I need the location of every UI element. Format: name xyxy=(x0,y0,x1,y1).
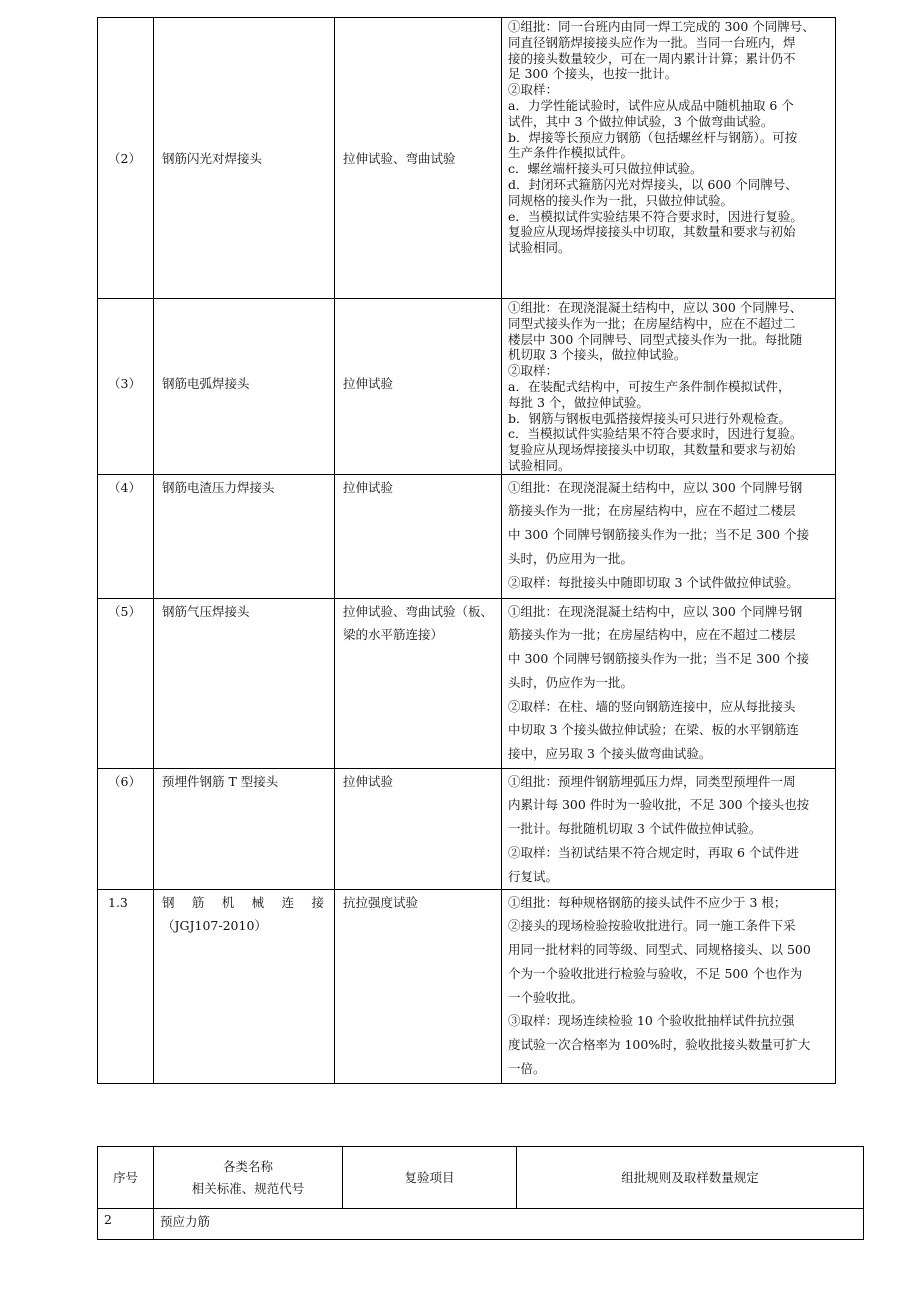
joint-name: 钢 筋 机 械 连 接 xyxy=(162,894,324,910)
row-number: 1.3 xyxy=(108,894,128,910)
test-item: 拉伸试验 xyxy=(343,773,394,789)
test-item: 拉伸试验、弯曲试验（板、 xyxy=(343,603,494,619)
column-header-name: 各类名称 相关标准、规范代号 xyxy=(154,1147,343,1209)
batch-rules: ①组批：每种规格钢筋的接头试件不应少于 3 根； ②接头的现场检验按验收批进行。同一施工条件下采 用同一批材料的同等级、同型式、同规格接头、以 500 个为一个验收批进行检验与验收，不足 500 个也作为 一个验收批。 ③取样：现场连续检验 10 个验收批抽样试件抗拉强 度试验一次合格率为 100%时，验收批接头数量可扩大 一倍。 xyxy=(502,889,836,1083)
row-number: （3） xyxy=(108,376,141,391)
column-header-rule: 组批规则及取样数量规定 xyxy=(517,1147,864,1209)
batch-rules: ①组批：同一台班内由同一焊工完成的 300 个同牌号、 同直径钢筋焊接接头应作为一批。当同一台班内，焊 接的接头数量较少，可在一周内累计计算；累计仍不 足 300 个接头，也按一批计。 ②取样： a．力学性能试验时，试件应从成品中随机抽取 6 个 试件，其中 3 个做拉伸试验，3 个做弯曲试验。 b．焊接等长预应力钢筋（包括螺丝杆与钢筋）。可按 生产条件作模拟试件。 c．螺丝端杆接头可只做拉伸试验。 d．封闭环式箍筋闪光对焊接头，以 600 个同牌号、 同规格的接头作为一批，只做拉伸试验。 e．当模拟试件实验结果不符合要求时，因进行复验。 复验应从现场焊接接头中切取，其数量和要求与初始 试验相同。 xyxy=(502,18,836,299)
materials-retest-table xyxy=(97,17,836,1084)
batch-rules: ①组批：预埋件钢筋埋弧压力焊，同类型预埋件一周 内累计每 300 件时为一验收批，不足 300 个接头也按 一批计。每批随机切取 3 个试件做拉伸试验。 ②取样：当初试结果不符合规定时，再取 6 个试件进 行复试。 xyxy=(502,768,836,889)
table-row xyxy=(98,1209,864,1240)
batch-rules: ①组批：在现浇混凝土结构中，应以 300 个同牌号钢 筋接头作为一批；在房屋结构中，应在不超过二楼层 中 300 个同牌号钢筋接头作为一批；当不足 300 个接 头时，仍应用为一批。 ②取样：每批接头中随即切取 3 个试件做拉伸试验。 xyxy=(502,474,836,598)
test-item: 拉伸试验 xyxy=(343,376,394,391)
table-row xyxy=(98,598,836,768)
test-item: 抗拉强度试验 xyxy=(343,894,419,910)
section-name: 预应力筋 xyxy=(154,1209,864,1240)
row-number: （2） xyxy=(108,151,141,166)
row-number: （5） xyxy=(108,603,141,619)
standard-code: （JGJ107-2010） xyxy=(162,918,267,934)
table-row xyxy=(98,474,836,598)
joint-name: 钢筋电渣压力焊接头 xyxy=(162,479,275,495)
joint-name: 预埋件钢筋 T 型接头 xyxy=(162,773,279,789)
test-item-note: 梁的水平筋连接） xyxy=(343,627,444,643)
joint-name: 钢筋电弧焊接头 xyxy=(162,376,250,391)
row-number: （4） xyxy=(108,479,141,495)
column-header-no: 序号 xyxy=(98,1147,154,1209)
test-item: 拉伸试验、弯曲试验 xyxy=(343,151,456,166)
batch-rules: ①组批：在现浇混凝土结构中，应以 300 个同牌号钢 筋接头作为一批；在房屋结构中，应在不超过二楼层 中 300 个同牌号钢筋接头作为一批；当不足 300 个接 头时，仍应作为一批。 ②取样：在柱、墙的竖向钢筋连接中，应从每批接头 中切取 3 个接头做拉伸试验；在梁、板的水平钢筋连 接中，应另取 3 个接头做弯曲试验。 xyxy=(502,598,836,768)
table-row xyxy=(98,889,836,1083)
table-header-row xyxy=(98,1147,864,1209)
joint-name: 钢筋气压焊接头 xyxy=(162,603,250,619)
batch-rules: ①组批：在现浇混凝土结构中，应以 300 个同牌号、 同型式接头作为一批；在房屋结构中，应在不超过二 楼层中 300 个同牌号、同型式接头作为一批。每批随 机切取 3 个接头，做拉伸试验。 ②取样： a．在装配式结构中，可按生产条件制作模拟试件， 每批 3 个，做拉伸试验。 b．钢筋与钢板电弧搭接焊接头可只进行外观检查。 c．当模拟试件实验结果不符合要求时，因进行复验。 复验应从现场焊接接头中切取，其数量和要求与初始 试验相同。 xyxy=(502,299,836,475)
table-row xyxy=(98,768,836,889)
test-item: 拉伸试验 xyxy=(343,479,394,495)
row-number: （6） xyxy=(108,773,141,789)
table-row xyxy=(98,18,836,299)
row-number: 2 xyxy=(98,1209,154,1240)
joint-name: 钢筋闪光对焊接头 xyxy=(162,151,263,166)
prestressing-table xyxy=(97,1146,864,1240)
column-header-test: 复验项目 xyxy=(343,1147,517,1209)
table-row xyxy=(98,299,836,475)
